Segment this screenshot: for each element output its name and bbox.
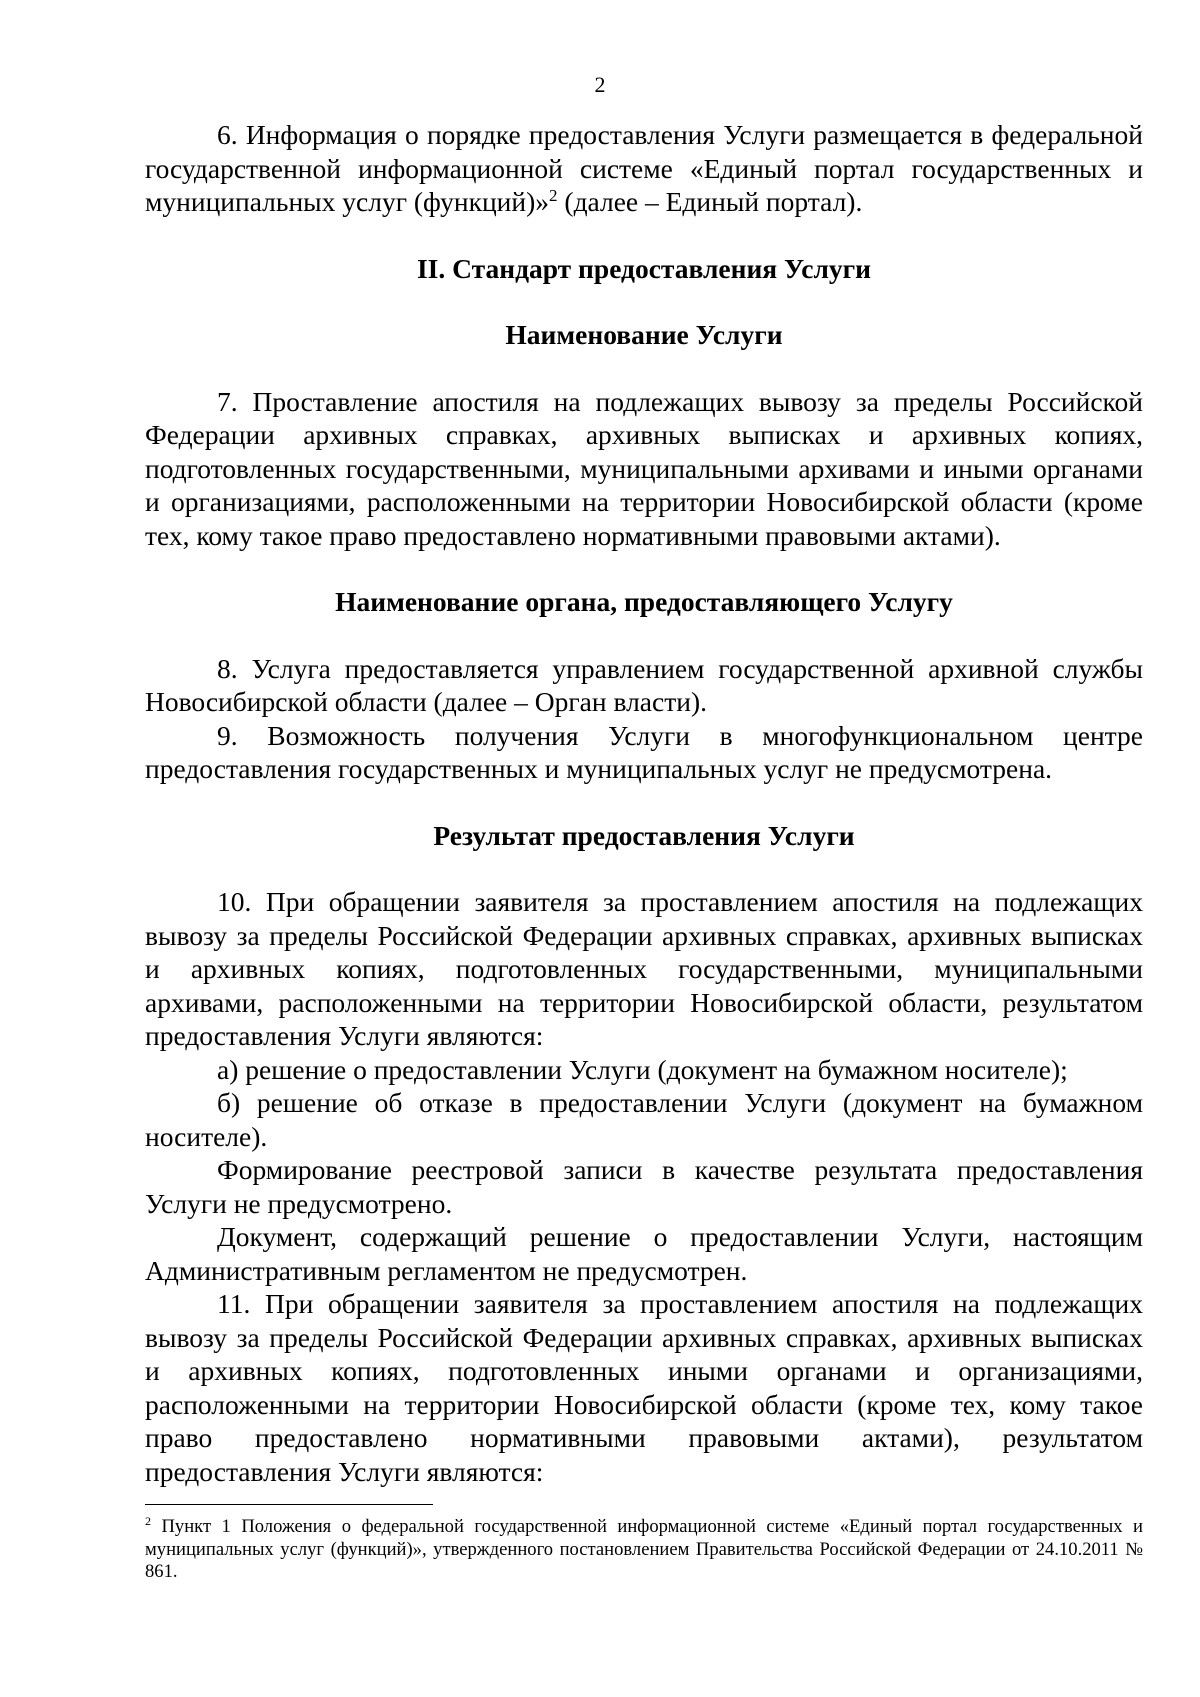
document-body [145, 118, 1143, 1488]
paragraph-10-document: Документ, содержащий решение о предоставлении Услуги, настоящим Административным регламентом не предусмотрен. [145, 1221, 1143, 1286]
footnote-separator [145, 1504, 433, 1505]
section-heading: II. Стандарт предоставления Услуги [416, 252, 871, 284]
paragraph-6-text: 6. Информация о порядке предоставления Услуги размещается в федеральной государственной информационной системе «Единый портал государственных и муниципальных услуг (функций)» [145, 119, 1143, 217]
footnote-reference: 2 [549, 185, 558, 205]
paragraph-9: 9. Возможность получения Услуги в многофункциональном центре предоставления государственных и муниципальных услуг не предусмотрена. [145, 719, 1143, 784]
paragraph-8: 8. Услуга предоставляется управлением государственной архивной службы Новосибирской области (далее – Орган власти). [145, 652, 1143, 717]
paragraph-6-tail: (далее – Единый портал). [557, 186, 863, 217]
paragraph-10-registry: Формирование реестровой записи в качестве результата предоставления Услуги не предусмотрено. [145, 1154, 1143, 1219]
subheading-organ-name: Наименование органа, предоставляющего Услугу [335, 586, 953, 617]
footnote-mark: 2 [145, 1513, 151, 1528]
subheading-result: Результат предоставления Услуги [433, 819, 855, 851]
page-number: 2 [594, 72, 606, 97]
paragraph-10-item-a: а) решение о предоставлении Услуги (документ на бумажном носителе); [217, 1053, 1068, 1085]
paragraph-10-item-b: б) решение об отказе в предоставлении Услуги (документ на бумажном носителе). [145, 1087, 1143, 1152]
paragraph-11: 11. При обращении заявителя за проставлением апостиля на подлежащих вывозу за пределы Российской Федерации архивных справках, архивных выписках и архивных копиях, подготовленных иными органами и организациями, расположенными на территории Новосибирской области (кроме тех, кому такое право предоставлено нормативными правовыми актами), результатом предоставления Услуги являются: [145, 1288, 1143, 1487]
footnote-text: Пункт 1 Положения о федеральной государственной информационной системе «Единый портал государственных и муниципальных услуг (функций)», утвержденного постановлением Правительства Российской Федерации от 24.10.2011 № 861. [145, 1516, 1143, 1582]
paragraph-10: 10. При обращении заявителя за проставлением апостиля на подлежащих вывозу за пределы Российской Федерации архивных справках, архивных выписках и архивных копиях, подготовленных государственными, муниципальными архивами, расположенными на территории Новосибирской области, результатом предоставления Услуги являются: [145, 886, 1143, 1051]
paragraph-6 [145, 118, 1143, 219]
paragraph-7: 7. Проставление апостиля на подлежащих вывозу за пределы Российской Федерации архивных справках, архивных выписках и архивных копиях, подготовленных государственными, муниципальными архивами и иными органами и организациями, расположенными на территории Новосибирской области (кроме тех, кому такое право предоставлено нормативными правовыми актами). [145, 385, 1143, 551]
footnote [145, 1513, 1143, 1584]
subheading-service-name: Наименование Услуги [505, 319, 783, 350]
